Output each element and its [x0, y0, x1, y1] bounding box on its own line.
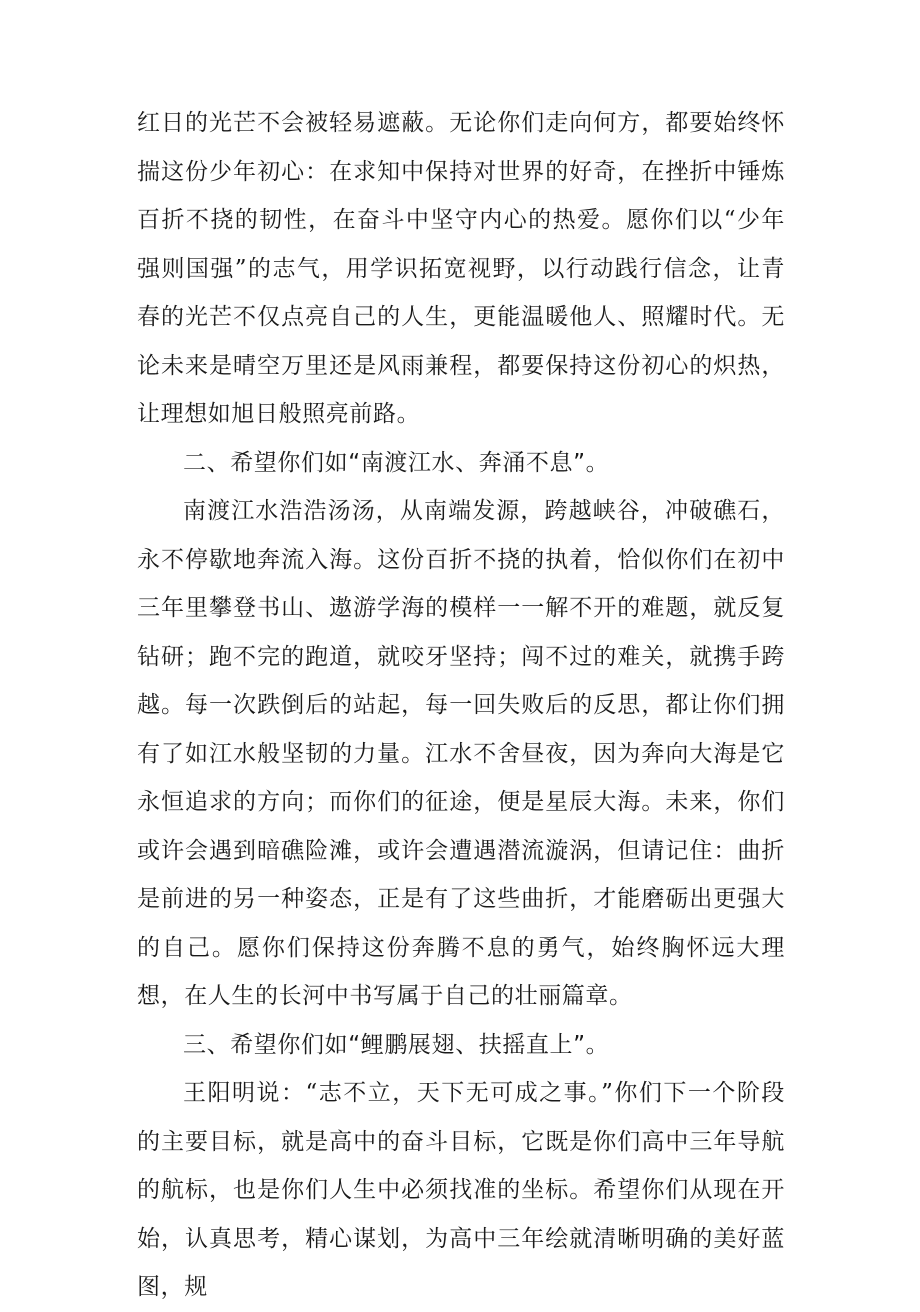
section-heading-2: 二、希望你们如“南渡江水、奔涌不息”。: [183, 449, 610, 476]
document-body: [137, 99, 785, 1312]
paragraph-3: 王阳明说：“志不立，天下无可成之事。”你们下一个阶段的主要目标，就是高中的奋斗目标，它既是你们高中三年导航的航标，也是你们人生中必须找准的坐标。希望你们从现在开始，认真思考，精心谋划，为高中三年绘就清晰明确的美好蓝图，规: [137, 1080, 785, 1300]
section-heading-3: 三、希望你们如“鲤鹏展翅、扶摇直上”。: [183, 1031, 610, 1058]
paragraph-2: 南渡江水浩浩汤汤，从南端发源，跨越峡谷，冲破礁石，永不停歇地奔流入海。这份百折不挠的执着，恰似你们在初中三年里攀登书山、遨游学海的模样一一解不开的难题，就反复钻研；跑不完的跑道，就咬牙坚持；闯不过的难关，就携手跨越。每一次跌倒后的站起，每一回失败后的反思，都让你们拥有了如江水般坚韧的力量。江水不舍昼夜，因为奔向大海是它永恒追求的方向；而你们的征途，便是星辰大海。未来，你们或许会遇到暗礁险滩，或许会遭遇潜流漩涡，但请记住：曲折是前进的另一种姿态，正是有了这些曲折，才能磨砺出更强大的自己。愿你们保持这份奔腾不息的勇气，始终胸怀远大理想，在人生的长河中书写属于自己的壮丽篇章。: [137, 498, 785, 1009]
paragraph-1: 红日的光芒不会被轻易遮蔽。无论你们走向何方，都要始终怀揣这份少年初心：在求知中保持对世界的好奇，在挫折中锤炼百折不挠的韧性，在奋斗中坚守内心的热爱。愿你们以“少年强则国强”的志气，用学识拓宽视野，以行动践行信念，让青春的光芒不仅点亮自己的人生，更能温暖他人、照耀时代。无论未来是晴空万里还是风雨兼程，都要保持这份初心的炽热，让理想如旭日般照亮前路。: [137, 110, 785, 427]
